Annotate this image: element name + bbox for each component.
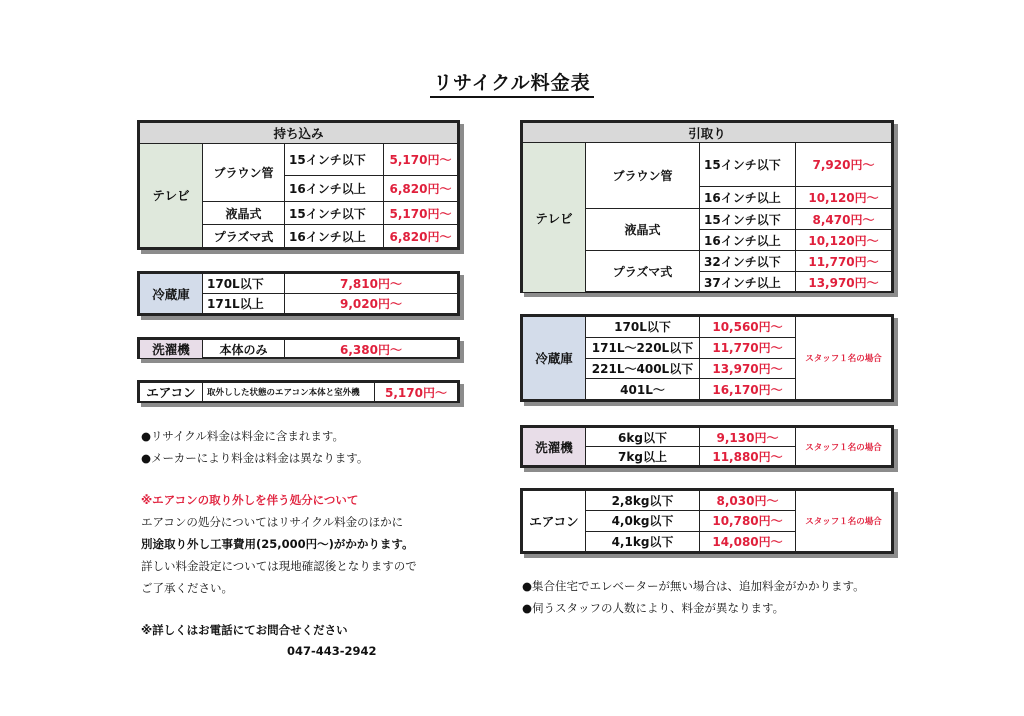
mochikomi-fridge-price: 9,020円～ bbox=[285, 294, 458, 314]
hikitori-aircon-category: エアコン bbox=[523, 491, 586, 552]
mochikomi-washer-price: 6,380円～ bbox=[285, 340, 458, 359]
mochikomi-tv-size: 15インチ以下 bbox=[285, 143, 384, 176]
hikitori-tv-price: 7,920円～ bbox=[796, 143, 892, 187]
mochikomi-plasma-label: プラズマ式 bbox=[203, 225, 285, 248]
hikitori-aircon-price: 14,080円～ bbox=[700, 531, 796, 551]
mochikomi-fridge-size: 170L以下 bbox=[203, 274, 285, 294]
mochikomi-tv-size: 16インチ以上 bbox=[285, 176, 384, 202]
hikitori-washer-size: 7kg以上 bbox=[586, 447, 700, 466]
page-title-text: リサイクル料金表 bbox=[430, 72, 593, 98]
hikitori-fridge-category: 冷蔵庫 bbox=[523, 317, 586, 400]
hikitori-tv-price: 11,770円～ bbox=[796, 251, 892, 272]
right-note-staff-count: ●伺うスタッフの人数により、料金が異なります。 bbox=[522, 601, 785, 615]
hikitori-aircon-table bbox=[520, 488, 894, 554]
hikitori-aircon-size: 2,8kg以下 bbox=[586, 491, 700, 511]
hikitori-lcd-label: 液晶式 bbox=[586, 209, 700, 251]
page-title bbox=[0, 68, 1024, 95]
hikitori-fridge-size: 401L～ bbox=[586, 379, 700, 400]
mochikomi-fridge-category: 冷蔵庫 bbox=[140, 274, 203, 314]
right-note-elevator: ●集合住宅でエレベーターが無い場合は、追加料金がかかります。 bbox=[522, 579, 865, 593]
mochikomi-tv-category: テレビ bbox=[140, 143, 203, 247]
hikitori-aircon-price: 8,030円～ bbox=[700, 491, 796, 511]
hikitori-washer-price: 11,880円～ bbox=[700, 447, 796, 466]
hikitori-fridge-price: 11,770円～ bbox=[700, 337, 796, 358]
hikitori-tv-table bbox=[520, 120, 894, 293]
hikitori-fridge-size: 221L～400L以下 bbox=[586, 358, 700, 379]
aircon-disposal-line: ご了承ください。 bbox=[141, 581, 233, 595]
mochikomi-tv-price: 6,820円～ bbox=[384, 225, 458, 248]
hikitori-tv-price: 13,970円～ bbox=[796, 272, 892, 293]
hikitori-fridge-table bbox=[520, 314, 894, 402]
mochikomi-tv-size: 16インチ以上 bbox=[285, 225, 384, 248]
mochikomi-aircon-table bbox=[137, 380, 460, 403]
hikitori-header: 引取り bbox=[523, 123, 892, 143]
mochikomi-aircon-category: エアコン bbox=[140, 383, 203, 402]
mochikomi-aircon-price: 5,170円～ bbox=[375, 383, 458, 402]
hikitori-aircon-staff-note: スタッフ１名の場合 bbox=[796, 491, 892, 552]
hikitori-tv-size: 15インチ以下 bbox=[700, 209, 796, 230]
hikitori-aircon-size: 4,1kg以下 bbox=[586, 531, 700, 551]
hikitori-washer-price: 9,130円～ bbox=[700, 428, 796, 447]
mochikomi-fridge-size: 171L以上 bbox=[203, 294, 285, 314]
hikitori-fridge-price: 16,170円～ bbox=[700, 379, 796, 400]
hikitori-fridge-staff-note: スタッフ１名の場合 bbox=[796, 317, 892, 400]
mochikomi-tv-table bbox=[137, 120, 460, 250]
hikitori-aircon-size: 4,0kg以下 bbox=[586, 511, 700, 531]
hikitori-tv-price: 10,120円～ bbox=[796, 187, 892, 209]
left-note-maker: ●メーカーにより料金は料金は異なります。 bbox=[141, 451, 369, 465]
mochikomi-washer-table bbox=[137, 337, 460, 359]
hikitori-tv-size: 37インチ以上 bbox=[700, 272, 796, 293]
mochikomi-header: 持ち込み bbox=[140, 123, 458, 144]
mochikomi-tv-size: 15インチ以下 bbox=[285, 202, 384, 225]
aircon-disposal-line: 詳しい料金設定については現地確認後となりますので bbox=[141, 559, 417, 573]
mochikomi-tv-price: 5,170円～ bbox=[384, 202, 458, 225]
hikitori-tv-category: テレビ bbox=[523, 143, 586, 293]
hikitori-washer-category: 洗濯機 bbox=[523, 428, 586, 466]
hikitori-plasma-label: プラズマ式 bbox=[586, 251, 700, 293]
mochikomi-washer-size: 本体のみ bbox=[203, 340, 285, 359]
hikitori-washer-size: 6kg以下 bbox=[586, 428, 700, 447]
hikitori-fridge-price: 10,560円～ bbox=[700, 317, 796, 338]
contact-note: ※詳しくはお電話にてお問合せください bbox=[141, 623, 348, 637]
mochikomi-fridge-price: 7,810円～ bbox=[285, 274, 458, 294]
hikitori-tv-price: 8,470円～ bbox=[796, 209, 892, 230]
aircon-removal-fee-line: 別途取り外し工事費用(25,000円～)がかかります。 bbox=[141, 537, 414, 551]
hikitori-tv-size: 16インチ以上 bbox=[700, 230, 796, 251]
mochikomi-washer-category: 洗濯機 bbox=[140, 340, 203, 359]
mochikomi-fridge-table bbox=[137, 271, 460, 316]
hikitori-tv-price: 10,120円～ bbox=[796, 230, 892, 251]
hikitori-aircon-price: 10,780円～ bbox=[700, 511, 796, 531]
hikitori-fridge-size: 170L以下 bbox=[586, 317, 700, 338]
hikitori-tv-size: 16インチ以上 bbox=[700, 187, 796, 209]
mochikomi-tv-price: 6,820円～ bbox=[384, 176, 458, 202]
hikitori-fridge-price: 13,970円～ bbox=[700, 358, 796, 379]
hikitori-washer-table bbox=[520, 425, 894, 468]
hikitori-tv-size: 15インチ以下 bbox=[700, 143, 796, 187]
hikitori-tv-size: 32インチ以下 bbox=[700, 251, 796, 272]
mochikomi-aircon-desc: 取外しした状態のエアコン本体と室外機 bbox=[203, 383, 375, 402]
aircon-disposal-line: エアコンの処分についてはリサイクル料金のほかに bbox=[141, 515, 404, 529]
hikitori-braun-label: ブラウン管 bbox=[586, 143, 700, 209]
phone-number: 047-443-2942 bbox=[287, 644, 377, 658]
aircon-disposal-heading: ※エアコンの取り外しを伴う処分について bbox=[141, 493, 359, 507]
hikitori-washer-staff-note: スタッフ１名の場合 bbox=[796, 428, 892, 466]
hikitori-fridge-size: 171L～220L以下 bbox=[586, 337, 700, 358]
mochikomi-tv-price: 5,170円～ bbox=[384, 143, 458, 176]
mochikomi-braun-label: ブラウン管 bbox=[203, 143, 285, 202]
left-note-recycle-fee: ●リサイクル料金は料金に含まれます。 bbox=[141, 429, 345, 443]
mochikomi-lcd-label: 液晶式 bbox=[203, 202, 285, 225]
